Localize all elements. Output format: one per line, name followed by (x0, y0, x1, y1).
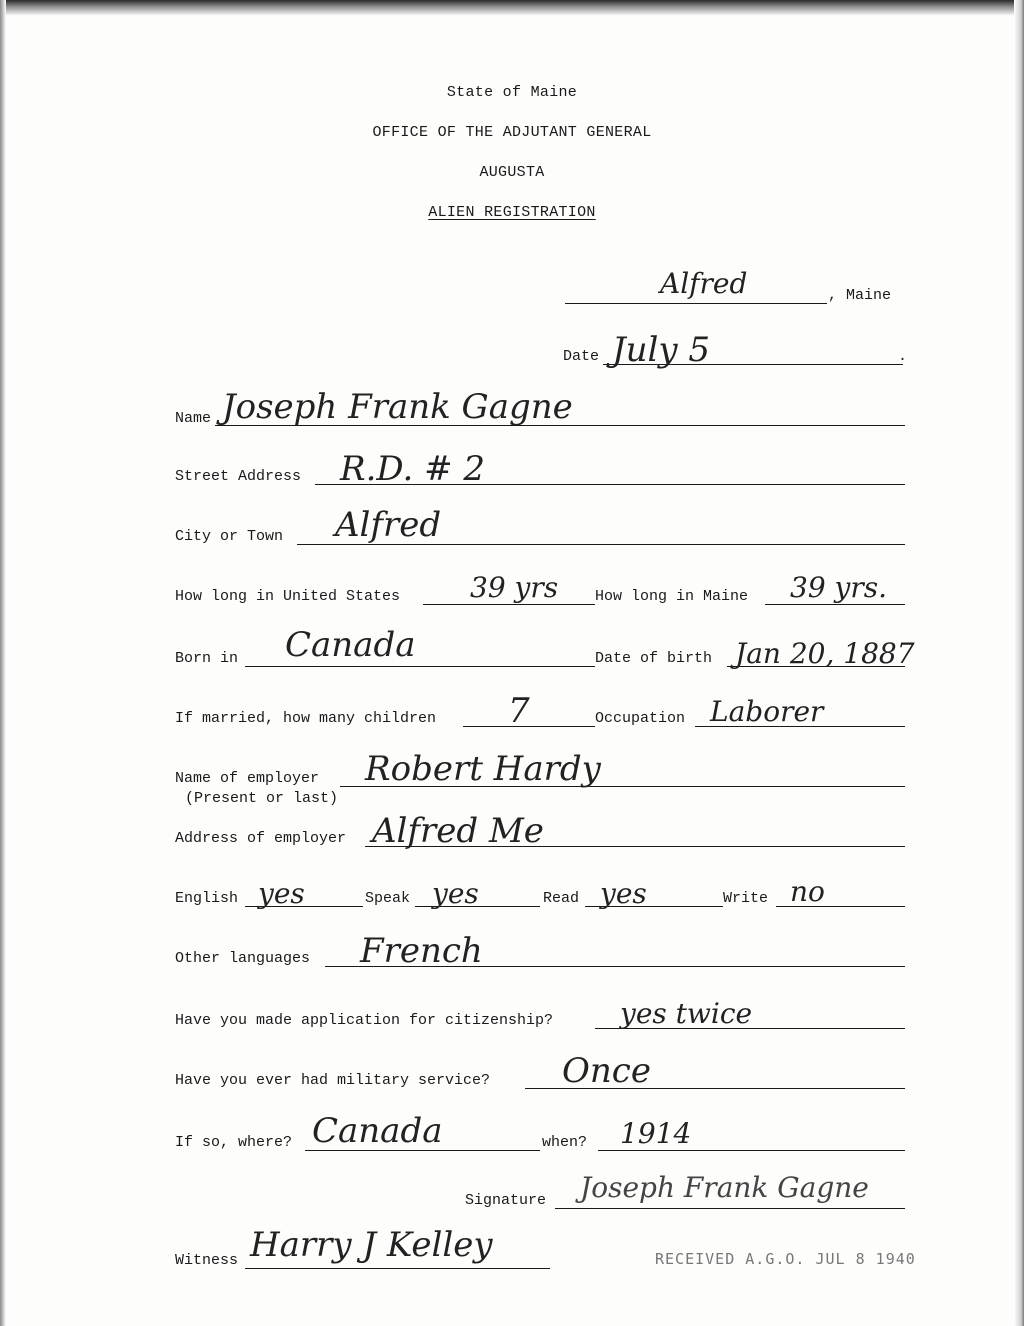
occupation-label: Occupation (595, 710, 686, 727)
citizenship-value: yes twice (620, 997, 753, 1030)
english-label: English (175, 890, 239, 907)
children-label: If married, how many children (175, 710, 437, 727)
employer-address-label: Address of employer (175, 830, 347, 847)
received-stamp: RECEIVED A.G.O. JUL 8 1940 (655, 1250, 916, 1268)
witness-rule (245, 1268, 550, 1269)
signature-value: Joseph Frank Gagne (580, 1171, 869, 1204)
place-rule (565, 303, 827, 304)
employer-address-value: Alfred Me (372, 811, 544, 851)
header-title-wrap (0, 204, 1024, 221)
header-office: OFFICE OF THE ADJUTANT GENERAL (372, 124, 652, 141)
scan-edge-top (0, 0, 1024, 16)
employer-sublabel: (Present or last) (185, 790, 339, 807)
header-city: AUGUSTA (479, 164, 545, 181)
write-label: Write (723, 890, 769, 907)
name-label: Name (175, 410, 212, 427)
employer-value: Robert Hardy (365, 749, 601, 789)
where-label: If so, where? (175, 1134, 293, 1151)
children-value: 7 (508, 691, 530, 731)
other-languages-label: Other languages (175, 950, 311, 967)
city-value: Alfred (335, 505, 442, 545)
read-value: yes (600, 877, 647, 910)
us-duration-label: How long in United States (175, 588, 401, 605)
date-value: July 5 (612, 330, 711, 370)
english-value: yes (258, 877, 305, 910)
place-suffix: , Maine (828, 287, 892, 304)
employer-label: Name of employer (175, 770, 320, 787)
dob-value: Jan 20, 1887 (735, 637, 915, 670)
name-value: Joseph Frank Gagne (222, 387, 573, 427)
header-state: State of Maine (446, 84, 578, 101)
born-rule (245, 666, 595, 667)
scan-edge-left (0, 0, 6, 1326)
maine-duration-label: How long in Maine (595, 588, 749, 605)
street-label: Street Address (175, 468, 302, 485)
occupation-value: Laborer (710, 695, 824, 728)
date-label: Date (563, 348, 600, 365)
born-value: Canada (285, 625, 416, 665)
header-title: ALIEN REGISTRATION (428, 204, 596, 221)
place-value: Alfred (660, 267, 748, 300)
read-label: Read (543, 890, 580, 907)
speak-label: Speak (365, 890, 411, 907)
signature-rule (555, 1208, 905, 1209)
military-value: Once (562, 1051, 651, 1091)
when-rule (598, 1150, 905, 1151)
when-value: 1914 (620, 1117, 692, 1150)
city-label: City or Town (175, 528, 284, 545)
scan-edge-right (1014, 0, 1024, 1326)
maine-duration-rule (765, 604, 905, 605)
witness-value: Harry J Kelley (250, 1225, 493, 1265)
street-value: R.D. # 2 (340, 449, 485, 489)
dob-label: Date of birth (595, 650, 713, 667)
where-value: Canada (312, 1111, 443, 1151)
speak-value: yes (432, 877, 479, 910)
born-label: Born in (175, 650, 239, 667)
maine-duration-value: 39 yrs. (790, 571, 888, 604)
other-languages-value: French (360, 931, 483, 971)
witness-label: Witness (175, 1252, 239, 1269)
citizenship-label: Have you made application for citizenship? (175, 1012, 554, 1029)
signature-label: Signature (465, 1192, 547, 1209)
write-value: no (790, 875, 825, 908)
military-label: Have you ever had military service? (175, 1072, 491, 1089)
when-label: when? (542, 1134, 588, 1151)
us-duration-value: 39 yrs (470, 571, 559, 604)
date-period: . (898, 348, 908, 365)
us-duration-rule (423, 604, 595, 605)
